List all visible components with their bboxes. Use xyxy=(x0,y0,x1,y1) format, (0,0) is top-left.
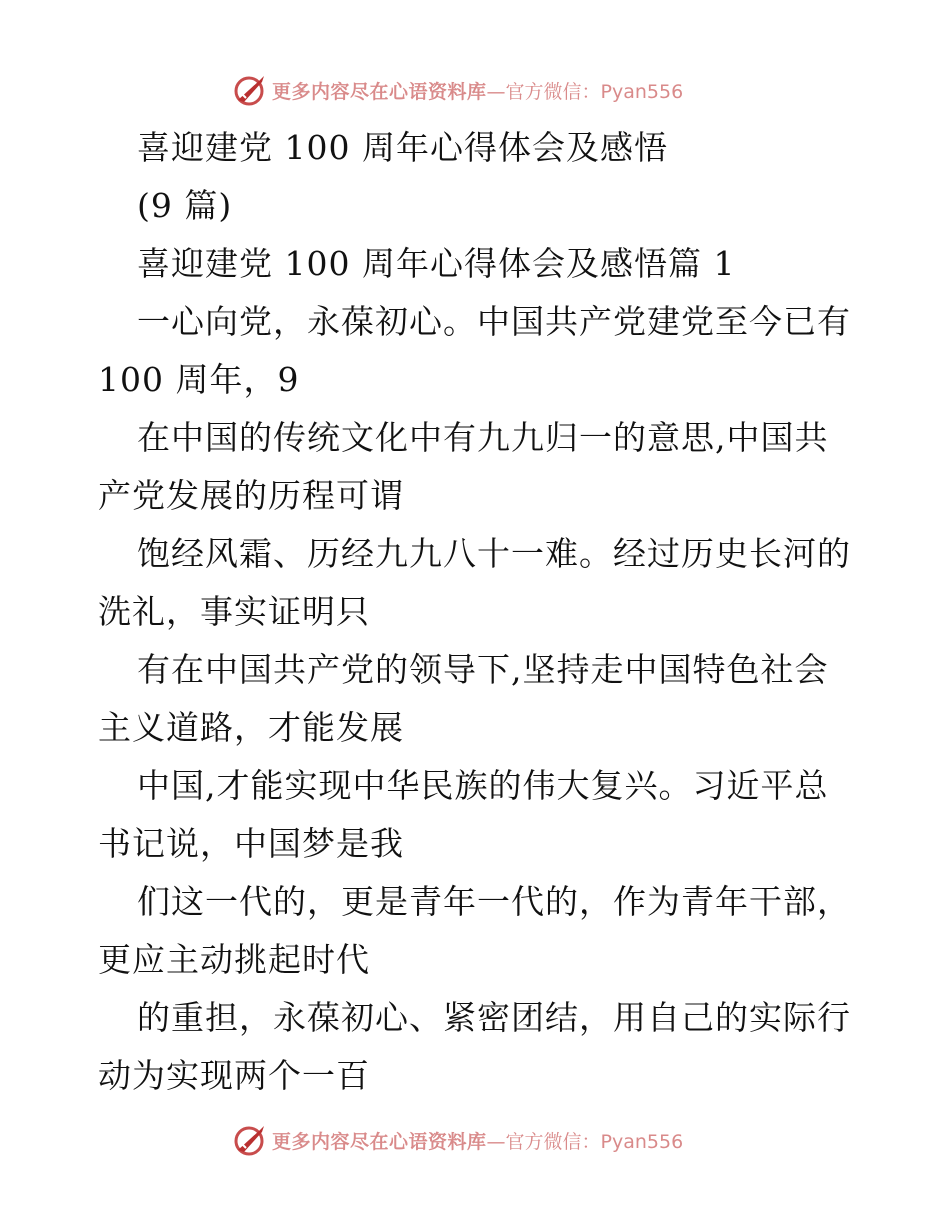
paragraph-line: 中国,才能实现中华民族的伟大复兴。习近平总 xyxy=(137,766,829,805)
paragraph-line: 产党发展的历程可谓 xyxy=(98,476,404,515)
banner-contact-text: —官方微信：Pyan556 xyxy=(486,80,684,103)
paragraph-line: 100 周年，9 xyxy=(98,360,300,399)
paragraph-line: 主义道路，才能发展 xyxy=(98,708,404,747)
pen-logo-icon xyxy=(232,1122,268,1158)
paragraph-line: 洗礼，事实证明只 xyxy=(98,592,370,631)
paragraph-line: 们这一代的，更是青年一代的，作为青年干部， xyxy=(137,882,851,921)
paragraph-line: 的重担，永葆初心、紧密团结，用自己的实际行 xyxy=(137,998,851,1037)
paragraph-line: 更应主动挑起时代 xyxy=(98,940,370,979)
paragraph-line: 一心向党，永葆初心。中国共产党建党至今已有 xyxy=(137,302,851,341)
document-title-count: (9 篇) xyxy=(137,186,233,225)
banner-main-text: 更多内容尽在心语资料库 xyxy=(272,80,487,103)
document-title: 喜迎建党 100 周年心得体会及感悟 xyxy=(137,128,668,167)
banner-contact-text: —官方微信：Pyan556 xyxy=(486,1130,684,1153)
banner-main-text: 更多内容尽在心语资料库 xyxy=(272,1130,487,1153)
paragraph-line: 在中国的传统文化中有九九归一的意思,中国共 xyxy=(137,418,829,457)
header-banner xyxy=(232,70,683,110)
pen-logo-icon xyxy=(232,72,268,108)
paragraph-line: 饱经风霜、历经九九八十一难。经过历史长河的 xyxy=(137,534,851,573)
footer-banner xyxy=(232,1120,683,1160)
paragraph-line: 有在中国共产党的领导下,坚持走中国特色社会 xyxy=(137,650,829,689)
section-heading: 喜迎建党 100 周年心得体会及感悟篇 1 xyxy=(137,244,736,283)
paragraph-line: 书记说，中国梦是我 xyxy=(98,824,404,863)
paragraph-line: 动为实现两个一百 xyxy=(98,1056,370,1095)
